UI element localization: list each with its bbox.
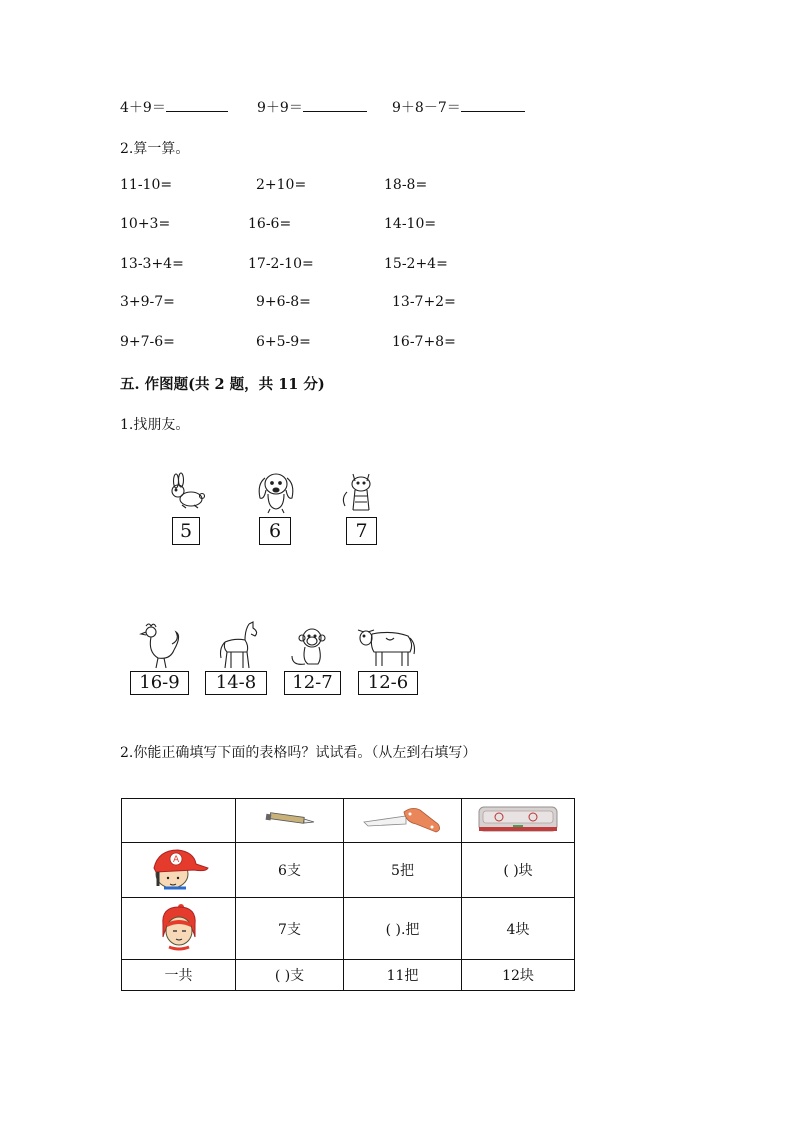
number-box: 6 xyxy=(259,517,291,545)
cow-icon xyxy=(356,626,418,668)
pencil-icon xyxy=(264,811,316,831)
section-title: 2.算一算。 xyxy=(120,141,190,157)
calc-item: 10+3= xyxy=(120,216,171,232)
table-header-cell xyxy=(344,799,462,843)
table-corner-cell xyxy=(122,799,236,843)
table-total-row xyxy=(122,960,575,991)
expression-box: 16-9 xyxy=(130,671,189,695)
monkey-icon xyxy=(288,626,332,670)
calc-item: 6+5-9= xyxy=(256,334,311,350)
table-cell[interactable]: ( ).把 xyxy=(344,898,462,960)
rooster-icon xyxy=(136,622,186,670)
part-heading: 五. 作图题(共 2 题，共 11 分) xyxy=(120,376,325,393)
calc-item: 13-7+2= xyxy=(392,294,456,310)
number-box: 7 xyxy=(346,517,377,545)
total-label: 一共 xyxy=(122,960,236,991)
calc-item: 13-3+4= xyxy=(120,256,184,272)
row-icon-cell xyxy=(122,843,236,898)
table-cell[interactable]: ( )支 xyxy=(236,960,344,991)
number-box: 5 xyxy=(172,517,200,545)
table-cell[interactable]: ( )块 xyxy=(462,843,575,898)
calc-item: 18-8= xyxy=(384,177,428,193)
calc-item: 9+6-8= xyxy=(256,294,311,310)
horse-icon xyxy=(217,620,263,670)
calc-item: 16-7+8= xyxy=(392,334,456,350)
table-cell: 4块 xyxy=(462,898,575,960)
svg-text:A: A xyxy=(172,855,179,865)
table-row xyxy=(122,898,575,960)
question-title: 2.你能正确填写下面的表格吗？试试看。（从左到右填写） xyxy=(120,745,477,761)
pencil-box-icon xyxy=(477,803,559,839)
calc-item: 3+9-7= xyxy=(120,294,175,310)
answer-blank[interactable] xyxy=(461,97,525,112)
expression-box: 12-6 xyxy=(358,671,418,695)
table-cell: 12块 xyxy=(462,960,575,991)
answer-blank[interactable] xyxy=(166,97,228,112)
dog-icon xyxy=(254,470,298,514)
girl-icon xyxy=(155,901,203,957)
calc-item: 16-6= xyxy=(248,216,292,232)
equation-3: 9＋8－7＝ xyxy=(392,97,525,117)
row-icon-cell xyxy=(122,898,236,960)
expression-box: 12-7 xyxy=(284,671,341,695)
table-cell: 11把 xyxy=(344,960,462,991)
calc-item: 14-10= xyxy=(384,216,437,232)
calc-item: 15-2+4= xyxy=(384,256,448,272)
table-cell: 6支 xyxy=(236,843,344,898)
table-row xyxy=(122,843,575,898)
expression-box: 14-8 xyxy=(205,671,267,695)
fill-table xyxy=(121,798,575,991)
calc-item: 2+10= xyxy=(256,177,307,193)
table-cell: 7支 xyxy=(236,898,344,960)
calc-item: 17-2-10= xyxy=(248,256,314,272)
question-title: 1.找朋友。 xyxy=(120,417,190,433)
table-header-cell xyxy=(462,799,575,843)
answer-blank[interactable] xyxy=(303,97,367,112)
pocket-knife-icon xyxy=(362,802,444,840)
table-cell: 5把 xyxy=(344,843,462,898)
table-header-row xyxy=(122,799,575,843)
calc-item: 11-10= xyxy=(120,177,173,193)
cat-icon xyxy=(339,470,381,514)
table-header-cell xyxy=(236,799,344,843)
calc-item: 9+7-6= xyxy=(120,334,175,350)
boy-icon xyxy=(146,846,212,894)
equation-1: 4＋9＝ xyxy=(120,97,228,117)
equation-2: 9＋9＝ xyxy=(257,97,367,117)
rabbit-icon xyxy=(166,472,206,512)
